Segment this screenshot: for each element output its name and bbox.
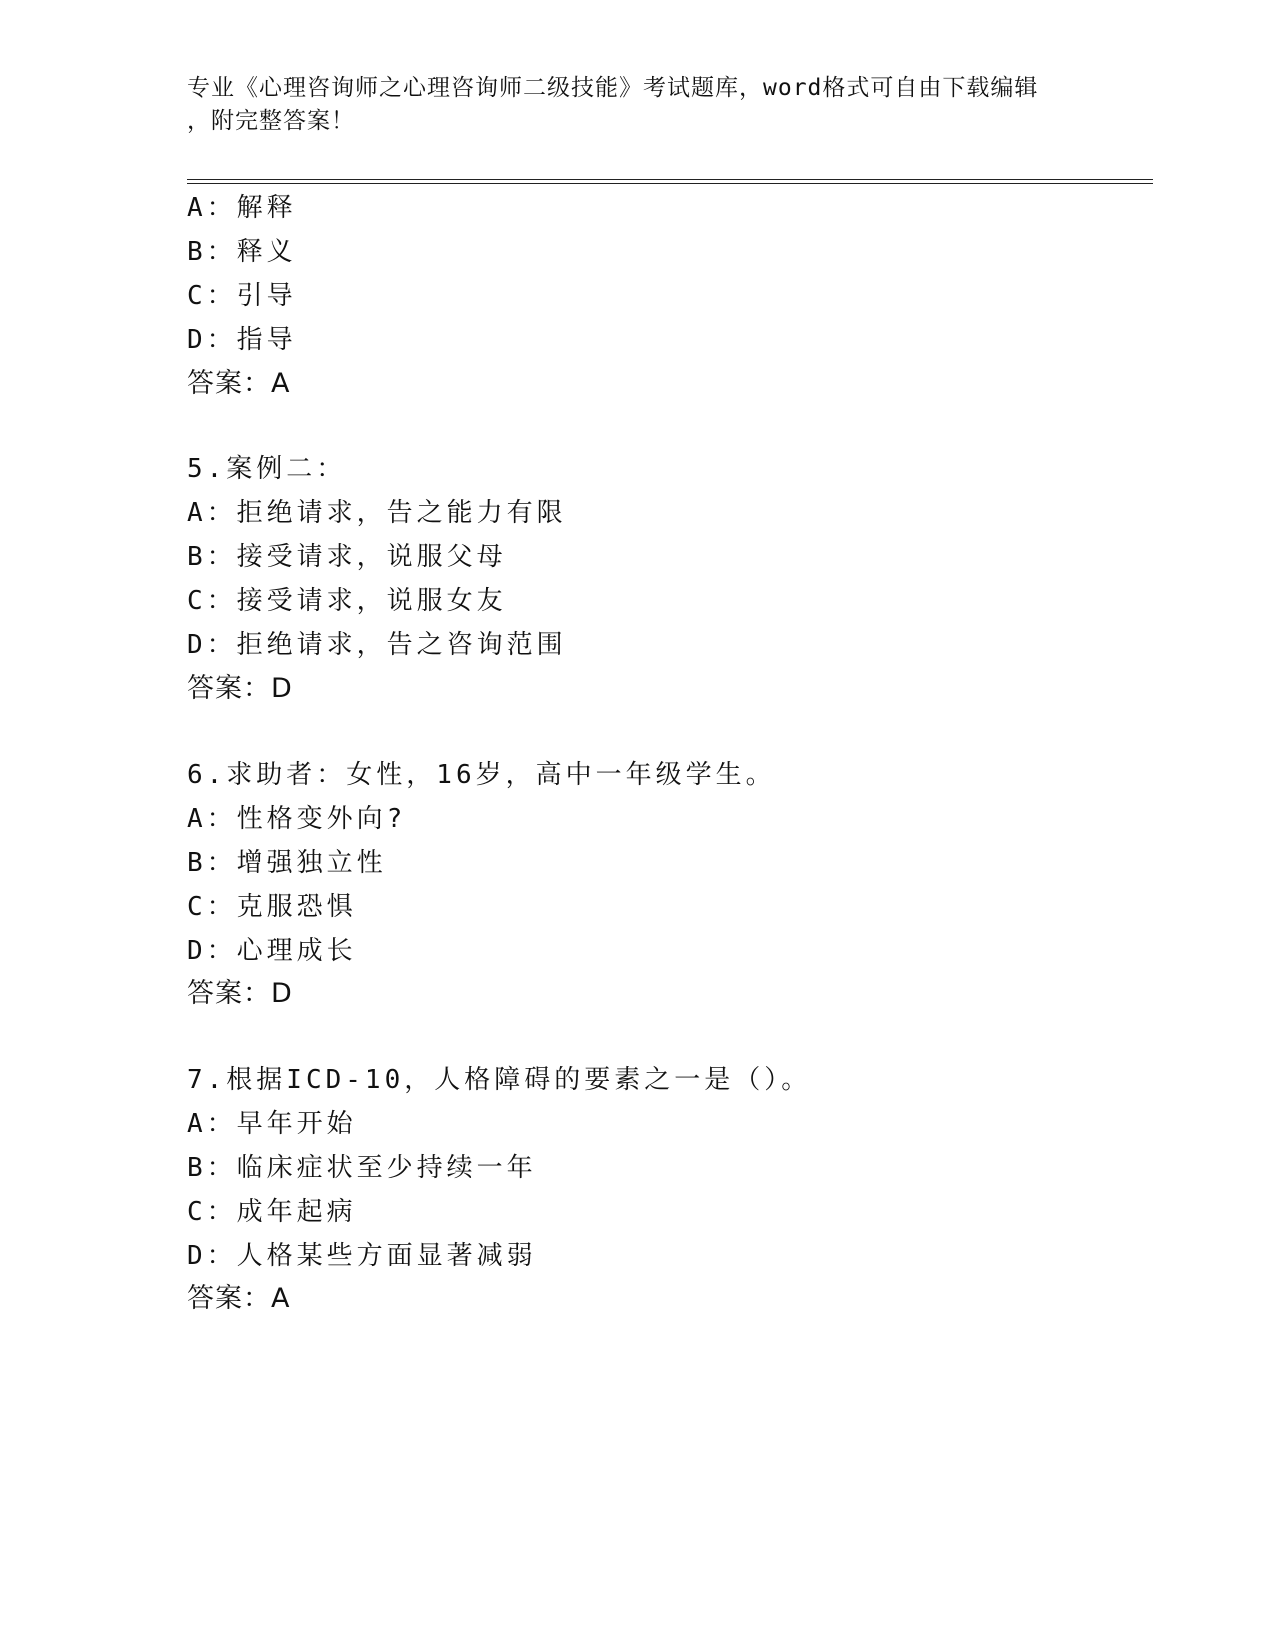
q4-option-a: A：解释 (187, 193, 297, 223)
q5-option-a: A：拒绝请求，告之能力有限 (187, 498, 567, 528)
header-divider-bottom (187, 183, 1153, 184)
q4-option-b: B：释义 (187, 237, 297, 267)
q7-option-d: D：人格某些方面显著减弱 (187, 1241, 537, 1271)
q6-option-a: A：性格变外向? (187, 804, 407, 834)
q7-option-a: A：早年开始 (187, 1109, 357, 1139)
q6-option-b: B：增强独立性 (187, 848, 387, 878)
document-header (187, 72, 1087, 138)
header-line-2: ，附完整答案！ (187, 108, 355, 134)
q7-option-b: B：临床症状至少持续一年 (187, 1153, 537, 1183)
q4-answer: 答案：A (187, 368, 291, 399)
q5-answer: 答案：D (187, 673, 293, 704)
q4-option-c: C：引导 (187, 281, 297, 311)
q7-answer: 答案：A (187, 1283, 291, 1314)
q7-stem: 7.根据ICD-10，人格障碍的要素之一是（）。 (187, 1065, 812, 1095)
q6-answer: 答案：D (187, 978, 293, 1009)
q5-option-d: D：拒绝请求，告之咨询范围 (187, 630, 567, 660)
q6-option-c: C：克服恐惧 (187, 892, 357, 922)
q6-option-d: D：心理成长 (187, 936, 357, 966)
q5-stem: 5.案例二： (187, 454, 347, 484)
q4-option-d: D：指导 (187, 325, 297, 355)
header-divider-top (187, 179, 1153, 180)
header-line-1: 专业《心理咨询师之心理咨询师二级技能》考试题库，word格式可自由下载编辑 (187, 75, 1039, 101)
q5-option-b: B：接受请求，说服父母 (187, 542, 507, 572)
q5-option-c: C：接受请求，说服女友 (187, 586, 507, 616)
q7-option-c: C：成年起病 (187, 1197, 357, 1227)
q6-stem: 6.求助者：女性，16岁，高中一年级学生。 (187, 760, 776, 790)
